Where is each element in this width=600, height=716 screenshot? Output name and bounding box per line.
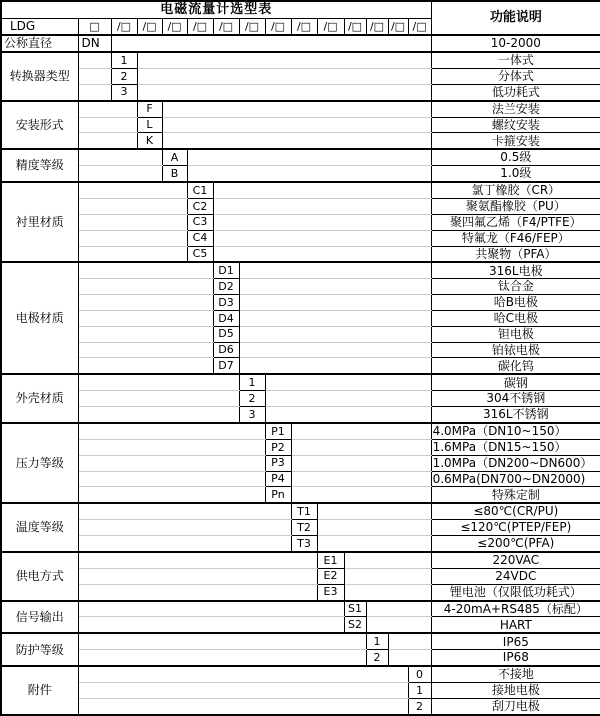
empty-cell: [78, 166, 162, 182]
option-code: 0: [408, 666, 431, 682]
category-label: 压力等级: [1, 423, 78, 503]
option-code: E3: [317, 584, 344, 600]
empty-cell: [239, 279, 431, 295]
option-code: P2: [265, 439, 291, 455]
option-code: D2: [213, 279, 239, 295]
option-desc: 1.6MPa（DN15~150）: [431, 439, 600, 455]
option-desc: 10-2000: [431, 35, 600, 52]
empty-cell: [78, 68, 111, 84]
empty-cell: [78, 568, 317, 584]
option-code: F: [137, 101, 162, 117]
empty-cell: [239, 326, 431, 342]
table-title: 电磁流量计选型表: [1, 1, 431, 19]
option-code: DN: [78, 35, 111, 52]
empty-cell: [78, 683, 408, 699]
empty-cell: [187, 149, 431, 165]
empty-cell: [213, 246, 431, 262]
option-code: D3: [213, 295, 239, 311]
option-desc: 聚四氟乙烯（F4/PTFE）: [431, 214, 600, 230]
option-desc: 1.0级: [431, 166, 600, 182]
option-desc: IP65: [431, 633, 600, 649]
option-code: T2: [291, 520, 317, 536]
option-desc: 聚氨酯橡胶（PU）: [431, 199, 600, 215]
empty-cell: [344, 568, 431, 584]
option-desc: 铂铱电极: [431, 342, 600, 358]
option-code: C2: [187, 199, 213, 215]
option-code: 3: [111, 84, 137, 100]
category-label: 衬里材质: [1, 182, 78, 262]
option-desc: 0.5级: [431, 149, 600, 165]
option-desc: 螺纹安装: [431, 117, 600, 133]
option-desc: 法兰安装: [431, 101, 600, 117]
option-desc: 分体式: [431, 68, 600, 84]
code-slot: /□: [137, 19, 162, 35]
empty-cell: [162, 101, 431, 117]
empty-cell: [137, 52, 431, 68]
empty-cell: [78, 617, 344, 633]
option-code: T1: [291, 503, 317, 519]
option-desc: 共聚物（PFA）: [431, 246, 600, 262]
empty-cell: [291, 455, 431, 471]
empty-cell: [78, 503, 291, 519]
code-slot: /□: [265, 19, 291, 35]
dn-code-box: □: [78, 19, 111, 35]
empty-cell: [388, 633, 431, 649]
empty-cell: [78, 358, 213, 374]
code-slot: /□: [388, 19, 408, 35]
empty-cell: [78, 246, 187, 262]
empty-cell: [78, 326, 213, 342]
option-code: 1: [408, 683, 431, 699]
option-desc: 220VAC: [431, 552, 600, 568]
option-code: K: [137, 133, 162, 149]
option-code: 2: [366, 650, 388, 666]
option-desc: 24VDC: [431, 568, 600, 584]
function-column-header: 功能说明: [431, 1, 600, 35]
option-desc: ≤120℃(PTEP/FEP): [431, 520, 600, 536]
empty-cell: [78, 133, 137, 149]
empty-cell: [366, 601, 431, 617]
code-slot: /□: [187, 19, 213, 35]
option-code: C4: [187, 230, 213, 246]
empty-cell: [111, 35, 431, 52]
empty-cell: [78, 84, 111, 100]
option-desc: 碳钢: [431, 374, 600, 390]
category-label: 外壳材质: [1, 374, 78, 423]
empty-cell: [239, 358, 431, 374]
empty-cell: [239, 295, 431, 311]
empty-cell: [78, 52, 111, 68]
category-label: 公称直径: [1, 35, 78, 52]
option-code: D1: [213, 262, 239, 278]
code-slot: /□: [344, 19, 366, 35]
empty-cell: [78, 149, 162, 165]
option-desc: ≤80℃(CR/PU): [431, 503, 600, 519]
option-code: P4: [265, 471, 291, 487]
empty-cell: [213, 182, 431, 198]
option-desc: 不接地: [431, 666, 600, 682]
empty-cell: [78, 407, 239, 423]
empty-cell: [291, 439, 431, 455]
empty-cell: [78, 117, 137, 133]
option-code: D6: [213, 342, 239, 358]
option-desc: 哈C电极: [431, 310, 600, 326]
category-label: 防护等级: [1, 633, 78, 666]
empty-cell: [78, 471, 265, 487]
option-desc: IP68: [431, 650, 600, 666]
code-slot: /□: [213, 19, 239, 35]
empty-cell: [265, 391, 431, 407]
option-code: S2: [344, 617, 366, 633]
category-label: 附件: [1, 666, 78, 715]
option-code: D5: [213, 326, 239, 342]
option-desc: 一体式: [431, 52, 600, 68]
empty-cell: [78, 182, 187, 198]
empty-cell: [78, 584, 317, 600]
option-desc: 特殊定制: [431, 487, 600, 503]
option-desc: 特氟龙（F46/FEP）: [431, 230, 600, 246]
empty-cell: [213, 230, 431, 246]
option-code: A: [162, 149, 187, 165]
empty-cell: [78, 101, 137, 117]
option-desc: 接地电极: [431, 683, 600, 699]
option-desc: 刮刀电极: [431, 698, 600, 715]
empty-cell: [317, 520, 431, 536]
option-code: 2: [239, 391, 265, 407]
empty-cell: [344, 552, 431, 568]
category-label: 转换器类型: [1, 52, 78, 101]
empty-cell: [239, 262, 431, 278]
empty-cell: [78, 342, 213, 358]
code-slot: /□: [317, 19, 344, 35]
option-code: B: [162, 166, 187, 182]
option-code: 1: [111, 52, 137, 68]
option-desc: 钛合金: [431, 279, 600, 295]
empty-cell: [291, 487, 431, 503]
code-slot: /□: [239, 19, 265, 35]
option-desc: 316L不锈钢: [431, 407, 600, 423]
option-code: 3: [239, 407, 265, 423]
empty-cell: [78, 295, 213, 311]
empty-cell: [137, 68, 431, 84]
empty-cell: [78, 262, 213, 278]
option-desc: 锂电池（仅限低功耗式）: [431, 584, 600, 600]
empty-cell: [78, 698, 408, 715]
option-desc: 卡箍安装: [431, 133, 600, 149]
option-desc: 316L电极: [431, 262, 600, 278]
empty-cell: [78, 439, 265, 455]
empty-cell: [78, 310, 213, 326]
option-code: 1: [366, 633, 388, 649]
empty-cell: [78, 520, 291, 536]
option-desc: HART: [431, 617, 600, 633]
empty-cell: [78, 601, 344, 617]
empty-cell: [78, 666, 408, 682]
category-label: 安装形式: [1, 101, 78, 150]
category-label: 电极材质: [1, 262, 78, 374]
option-desc: ≤200℃(PFA): [431, 536, 600, 552]
option-code: 1: [239, 374, 265, 390]
empty-cell: [78, 552, 317, 568]
option-code: E2: [317, 568, 344, 584]
option-code: D7: [213, 358, 239, 374]
empty-cell: [187, 166, 431, 182]
empty-cell: [78, 455, 265, 471]
code-slot: /□: [366, 19, 388, 35]
empty-cell: [291, 471, 431, 487]
option-code: L: [137, 117, 162, 133]
empty-cell: [265, 374, 431, 390]
empty-cell: [78, 487, 265, 503]
empty-cell: [162, 117, 431, 133]
empty-cell: [239, 310, 431, 326]
empty-cell: [78, 650, 366, 666]
empty-cell: [78, 391, 239, 407]
option-code: Pn: [265, 487, 291, 503]
category-label: 供电方式: [1, 552, 78, 601]
empty-cell: [78, 199, 187, 215]
option-desc: 4-20mA+RS485（标配）: [431, 601, 600, 617]
option-code: 2: [111, 68, 137, 84]
empty-cell: [162, 133, 431, 149]
option-desc: 304不锈钢: [431, 391, 600, 407]
empty-cell: [213, 199, 431, 215]
empty-cell: [78, 230, 187, 246]
empty-cell: [78, 279, 213, 295]
category-label: 信号输出: [1, 601, 78, 634]
option-code: 2: [408, 698, 431, 715]
empty-cell: [317, 503, 431, 519]
code-slot: /□: [162, 19, 187, 35]
code-slot: /□: [111, 19, 137, 35]
category-label: 精度等级: [1, 149, 78, 182]
empty-cell: [78, 633, 366, 649]
empty-cell: [78, 214, 187, 230]
category-label: 温度等级: [1, 503, 78, 552]
empty-cell: [344, 584, 431, 600]
option-code: C5: [187, 246, 213, 262]
option-desc: 钽电极: [431, 326, 600, 342]
empty-cell: [366, 617, 431, 633]
option-code: D4: [213, 310, 239, 326]
empty-cell: [78, 536, 291, 552]
empty-cell: [78, 423, 265, 439]
empty-cell: [213, 214, 431, 230]
empty-cell: [317, 536, 431, 552]
code-slot: /□: [408, 19, 431, 35]
code-slot: /□: [291, 19, 317, 35]
option-code: E1: [317, 552, 344, 568]
option-desc: 0.6MPa(DN700~DN2000): [431, 471, 600, 487]
option-desc: 氯丁橡胶（CR）: [431, 182, 600, 198]
option-code: P3: [265, 455, 291, 471]
empty-cell: [388, 650, 431, 666]
empty-cell: [239, 342, 431, 358]
option-code: C1: [187, 182, 213, 198]
option-desc: 1.0MPa（DN200~DN600）: [431, 455, 600, 471]
option-code: P1: [265, 423, 291, 439]
option-desc: 4.0MPa（DN10~150）: [431, 423, 600, 439]
option-desc: 低功耗式: [431, 84, 600, 100]
model-code: LDG: [1, 19, 78, 35]
option-code: T3: [291, 536, 317, 552]
empty-cell: [137, 84, 431, 100]
option-desc: 碳化钨: [431, 358, 600, 374]
option-code: S1: [344, 601, 366, 617]
empty-cell: [78, 374, 239, 390]
empty-cell: [265, 407, 431, 423]
option-desc: 哈B电极: [431, 295, 600, 311]
option-code: C3: [187, 214, 213, 230]
empty-cell: [291, 423, 431, 439]
